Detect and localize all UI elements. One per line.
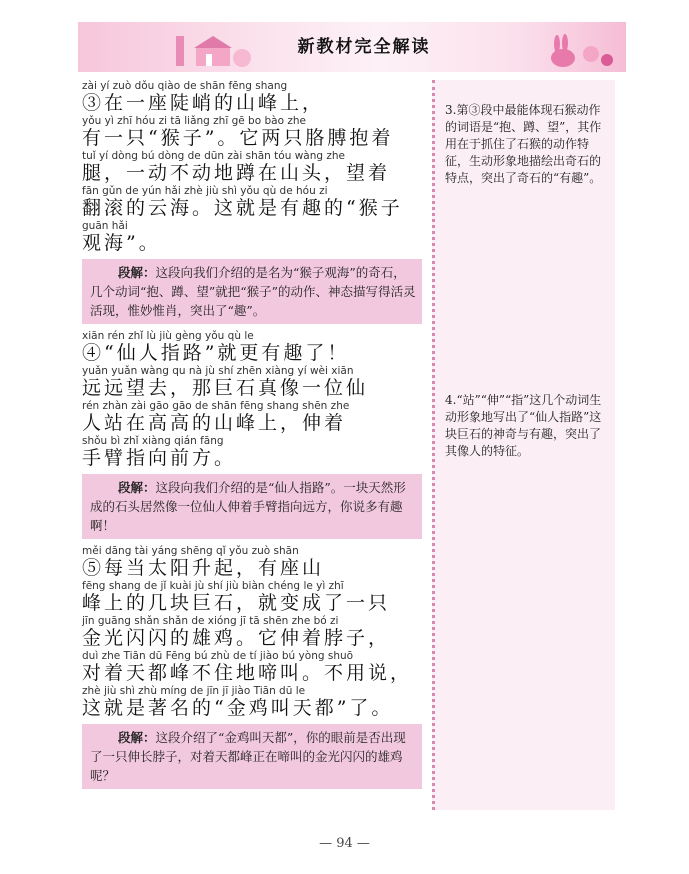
castle-illustration-icon (166, 32, 256, 72)
paragraph-4 (82, 330, 422, 539)
pinyin-line: zhè jiù shì zhù míng de jīn jī jiào Tiān dū le (82, 685, 306, 697)
pinyin-line: yuǎn yuǎn wàng qu nà jù shí zhēn xiàng yí wèi xiān (82, 365, 354, 377)
paragraph-5 (82, 545, 422, 789)
text-line: ③在一座陡峭的山峰上， (82, 92, 325, 114)
paragraph-analysis (82, 474, 422, 539)
pinyin-line: yǒu yì zhī hóu zi tā liǎng zhī gē bo bào zhe (82, 115, 306, 127)
pinyin-line: zài yí zuò dǒu qiào de shān fēng shang (82, 80, 288, 92)
analysis-label: 段解： (118, 480, 156, 495)
pinyin-line: xiān rén zhǐ lù jiù gèng yǒu qù le (82, 330, 254, 342)
pinyin-line: guān hǎi (82, 220, 128, 232)
pinyin-line: duì zhe Tiān dū Fēng bú zhù de tí jiào bú yòng shuō (82, 650, 354, 662)
text-line: 翻滚的云海。这就是有趣的“猴子 (82, 197, 403, 219)
page-header (78, 22, 626, 72)
text-line: 腿，一动不动地蹲在山头，望着 (82, 162, 391, 184)
text-line: 观海”。 (82, 232, 161, 254)
text-line: 对着天都峰不住地啼叫。不用说， (82, 662, 413, 684)
text-line: 远远望去，那巨石真像一位仙 (82, 377, 369, 399)
pinyin-line: fēng shang de jǐ kuài jù shí jiù biàn chéng le yì zhī (82, 580, 344, 592)
text-line: 峰上的几块巨石，就变成了一只 (82, 592, 391, 614)
main-text-column (82, 80, 422, 795)
text-line: ⑤每当太阳升起，有座山 (82, 557, 325, 579)
paragraph-analysis (82, 259, 422, 324)
text-line: 金光闪闪的雄鸡。它伸着脖子， (82, 627, 391, 649)
pinyin-line: měi dāng tài yáng shēng qǐ yǒu zuò shān (82, 545, 299, 557)
text-line: 人站在高高的山峰上，伸着 (82, 412, 347, 434)
text-line: ④“仙人指路”就更有趣了！ (82, 342, 350, 364)
pinyin-line: shǒu bì zhǐ xiàng qián fāng (82, 435, 224, 447)
paragraph-3 (82, 80, 422, 324)
analysis-text: 这段向我们介绍的是名为“猴子观海”的奇石，几个动词“抱、蹲、望”就把“猴子”的动作、神态描写得活灵活现，惟妙惟肖，突出了“趣”。 (90, 265, 416, 318)
side-note-4: 4.“站”“伸”“指”这几个动词生动形象地写出了“仙人指路”这块巨石的神奇与有趣，突出了其像人的特征。 (445, 393, 602, 458)
analysis-label: 段解： (118, 730, 156, 745)
side-notes-column (432, 80, 615, 810)
pinyin-line: rén zhàn zài gāo gāo de shān fēng shang shēn zhe (82, 400, 350, 412)
analysis-text: 这段向我们介绍的是“仙人指路”。一块天然形成的石头居然像一位仙人伸着手臂指向远方，你说多有趣啊！ (90, 480, 406, 533)
page-number: — 94 — (319, 836, 370, 851)
side-note-3: 3.第③段中最能体现石猴动作的词语是“抱、蹲、望”，其作用在于抓住了石猴的动作特征，生动形象地描绘出奇石的特点，突出了奇石的“有趣”。 (445, 103, 602, 185)
text-line: 手臂指向前方。 (82, 447, 237, 469)
header-title: 新教材完全解读 (297, 37, 431, 57)
pinyin-line: fān gǔn de yún hǎi zhè jiù shì yǒu qù de hóu zi (82, 185, 328, 197)
pinyin-line: tuǐ yí dòng bú dòng de dūn zài shān tóu wàng zhe (82, 150, 346, 162)
text-line: 有一只“猴子”。它两只胳膊抱着 (82, 127, 394, 149)
analysis-label: 段解： (118, 265, 156, 280)
pinyin-line: jīn guāng shǎn shǎn de xióng jī tā shēn zhe bó zi (82, 615, 339, 627)
paragraph-analysis (82, 724, 422, 789)
rabbit-illustration-icon (543, 34, 623, 70)
text-line: 这就是著名的“金鸡叫天都”了。 (82, 697, 394, 719)
analysis-text: 这段介绍了“金鸡叫天都”，你的眼前是否出现了一只伸长脖子，对着天都峰正在啼叫的金光闪闪的雄鸡呢？ (90, 730, 406, 783)
